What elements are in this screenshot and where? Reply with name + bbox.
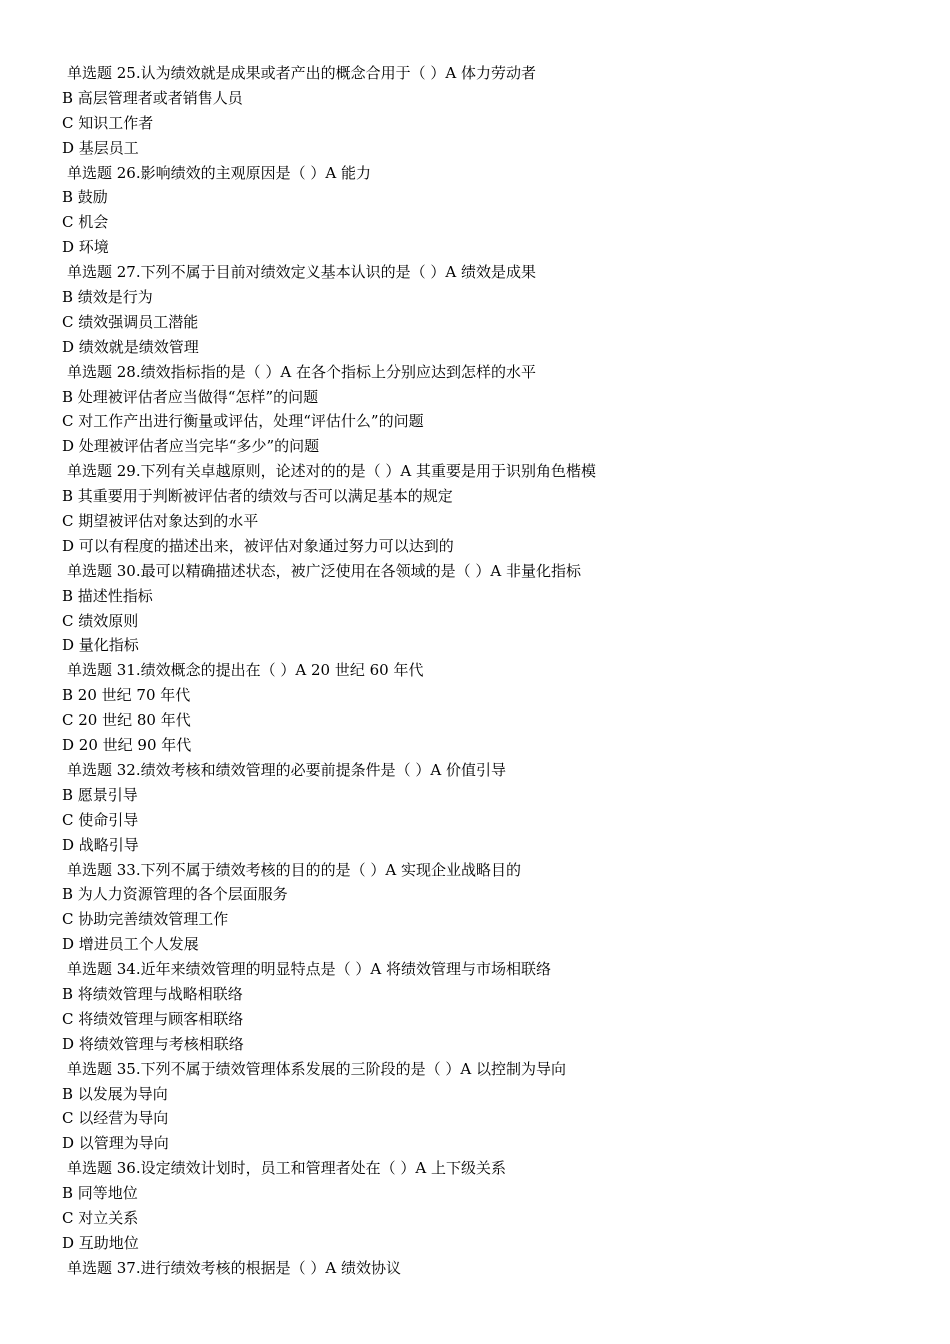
question-list [62,61,922,1281]
answer-option: D 绩效就是绩效管理 [62,337,199,356]
answer-option: D 量化指标 [62,636,139,655]
answer-option: C 绩效强调员工潜能 [62,312,199,331]
question-stem: 单选题 31.绩效概念的提出在（ ）A 20 世纪 60 年代 [67,661,424,680]
question-stem: 单选题 30.最可以精确描述状态，被广泛使用在各领域的是（ ）A 非量化指标 [67,561,581,580]
answer-option: D 环境 [62,238,109,257]
answer-option: B 为人力资源管理的各个层面服务 [62,885,288,904]
answer-option: C 以经营为导向 [62,1109,169,1128]
answer-option: D 20 世纪 90 年代 [62,736,192,755]
question-stem: 单选题 37.进行绩效考核的根据是（ ）A 绩效协议 [67,1258,401,1277]
answer-option: B 其重要用于判断被评估者的绩效与否可以满足基本的规定 [62,487,453,506]
answer-option: D 增进员工个人发展 [62,935,199,954]
question-stem: 单选题 33.下列不属于绩效考核的目的的是（ ）A 实现企业战略目的 [67,860,521,879]
answer-option: D 可以有程度的描述出来，被评估对象通过努力可以达到的 [62,536,454,555]
answer-option: B 愿景引导 [62,785,138,804]
question-stem: 单选题 25.认为绩效就是成果或者产出的概念合用于（ ）A 体力劳动者 [67,64,536,82]
answer-option: B 将绩效管理与战略相联络 [62,984,243,1003]
answer-option: C 对工作产出进行衡量或评估，处理“评估什么”的问题 [62,412,424,431]
question-stem: 单选题 32.绩效考核和绩效管理的必要前提条件是（ ）A 价值引导 [67,760,506,779]
answer-option: B 同等地位 [62,1184,138,1203]
answer-option: B 处理被评估者应当做得“怎样”的问题 [62,387,319,406]
answer-option: C 使命引导 [62,810,139,829]
answer-option: D 将绩效管理与考核相联络 [62,1034,244,1053]
question-stem: 单选题 28.绩效指标指的是（ ）A 在各个指标上分别应达到怎样的水平 [67,362,536,381]
question-stem: 单选题 29.下列有关卓越原则，论述对的的是（ ）A 其重要是用于识别角色楷模 [67,462,596,481]
answer-option: B 描述性指标 [62,586,153,605]
answer-option: B 20 世纪 70 年代 [62,686,191,705]
answer-option: C 20 世纪 80 年代 [62,711,191,730]
answer-option: C 对立关系 [62,1208,139,1227]
answer-option: C 知识工作者 [62,113,154,132]
question-stem: 单选题 26.影响绩效的主观原因是（ ）A 能力 [67,163,371,182]
answer-option: D 以管理为导向 [62,1134,169,1153]
answer-option: D 互助地位 [62,1233,139,1252]
question-stem: 单选题 34.近年来绩效管理的明显特点是（ ）A 将绩效管理与市场相联络 [67,960,551,979]
answer-option: C 将绩效管理与顾客相联络 [62,1009,244,1028]
answer-option: D 基层员工 [62,138,139,157]
question-stem: 单选题 36.设定绩效计划时，员工和管理者处在（ ）A 上下级关系 [67,1159,506,1178]
answer-option: D 处理被评估者应当完毕“多少”的问题 [62,437,320,456]
answer-option: C 机会 [62,213,109,232]
answer-option: C 协助完善绩效管理工作 [62,910,229,929]
answer-option: C 绩效原则 [62,611,139,630]
answer-option: B 绩效是行为 [62,288,153,307]
answer-option: C 期望被评估对象达到的水平 [62,512,259,531]
question-stem: 单选题 27.下列不属于目前对绩效定义基本认识的是（ ）A 绩效是成果 [67,263,536,282]
question-stem: 单选题 35.下列不属于绩效管理体系发展的三阶段的是（ ）A 以控制为导向 [67,1059,566,1078]
answer-option: B 鼓励 [62,188,108,207]
answer-option: B 以发展为导向 [62,1084,168,1103]
answer-option: D 战略引导 [62,835,139,854]
answer-option: B 高层管理者或者销售人员 [62,88,243,107]
